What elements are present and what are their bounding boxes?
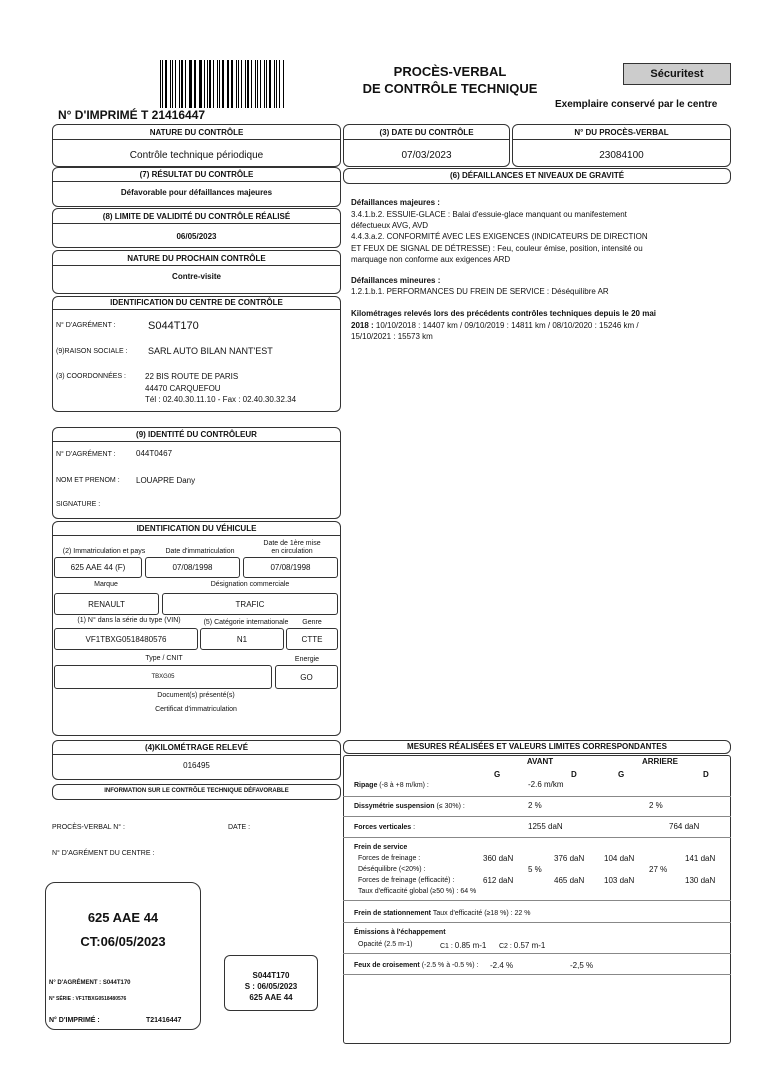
global-efficiency: Taux d'efficacité global (≥50 %) : 64 % — [358, 888, 477, 895]
previous-mileage-title: Kilométrages relevés lors des précédents contrôles techniques depuis le 20 mai — [351, 309, 657, 318]
forces-v-row — [354, 824, 415, 831]
first-circ-label — [244, 540, 340, 556]
rear-heading: ARRIERE — [641, 757, 678, 766]
stamp-line1: S044T170 — [252, 971, 290, 980]
centre-phone: Tél : 02.40.30.11.10 - Fax : 02.40.30.32.34 — [145, 395, 297, 404]
sticker-agrement: N° D'AGRÉMENT : S044T170 — [49, 980, 131, 986]
centre-agrement-value: S044T170 — [148, 320, 199, 332]
first-circ-value: 07/08/1998 — [243, 557, 338, 578]
first-circ-label-line1: Date de 1ère mise — [263, 540, 321, 547]
stamp-line3: 625 AAE 44 — [249, 993, 293, 1002]
imbalance-front: 5 % — [528, 865, 542, 874]
vin-label: (1) N° dans la série du type (VIN) — [77, 617, 181, 624]
opacity-c2 — [499, 941, 545, 950]
braking-eff-rear-left: 103 daN — [604, 876, 635, 885]
immat-label: (2) Immatriculation et pays — [62, 548, 146, 555]
energy-label: Energie — [294, 656, 320, 663]
unfavorable-agrement-label: N° D'AGRÉMENT DU CENTRE : — [52, 850, 155, 857]
imbalance-label: Déséquilibre (<20%) : — [358, 866, 426, 873]
energy-value: GO — [275, 665, 338, 689]
major-defect-line: 4.4.3.a.2. CONFORMITÉ AVEC LES EXIGENCES (INDICATEURS DE DIRECTION — [351, 232, 648, 242]
make-value: RENAULT — [54, 593, 159, 615]
make-label: Marque — [94, 581, 118, 588]
dissym-label: Dissymétrie suspension — [354, 803, 435, 810]
centre-raison-label: (9)RAISON SOCIALE : — [56, 348, 128, 355]
result-value: Défavorable pour défaillances majeures — [120, 188, 273, 197]
low-beam-limit: (-2.5 % à -0.5 %) : — [419, 962, 479, 969]
dissym-row — [354, 803, 465, 810]
dissym-front: 2 % — [528, 801, 542, 810]
docs-value: Certificat d'immatriculation — [155, 706, 237, 713]
previous-mileage-line1 — [351, 321, 639, 330]
nature-control-value: Contrôle technique périodique — [129, 150, 264, 161]
dissym-limit: (≤ 30%) : — [434, 803, 465, 810]
parking-brake-row — [354, 910, 531, 917]
category-label: (5) Catégorie internationale — [203, 619, 289, 626]
sticker-plate: 625 AAE 44 — [87, 910, 159, 925]
forces-v-rear: 764 daN — [669, 822, 700, 831]
nature-control-label: NATURE DU CONTRÔLE — [149, 128, 244, 137]
document-title-line2: DE CONTRÔLE TECHNIQUE — [362, 81, 538, 96]
ripage-value: -2.6 m/km — [528, 780, 564, 789]
mileage-value: 016495 — [183, 761, 210, 770]
parking-brake-label: Frein de stationnement — [354, 910, 432, 917]
stamp-text — [224, 970, 318, 1003]
control-date-label: (3) DATE DU CONTRÔLE — [379, 128, 474, 137]
controller-agrement-label: N° D'AGRÉMENT : — [56, 451, 116, 458]
type-value: TBXG05 — [54, 665, 272, 689]
commercial-value: TRAFIC — [162, 593, 338, 615]
next-control-label: NATURE DU PROCHAIN CONTRÔLE — [127, 254, 266, 263]
front-heading: AVANT — [526, 757, 554, 766]
dissym-rear: 2 % — [649, 801, 663, 810]
pv-number-value: 23084100 — [599, 150, 644, 161]
controller-name-label: NOM ET PRENOM : — [56, 477, 120, 484]
emissions-label: Émissions à l'échappement — [354, 929, 446, 936]
validity-value: 06/05/2023 — [176, 232, 217, 241]
centre-raison-value: SARL AUTO BILAN NANT'EST — [148, 346, 273, 356]
previous-mileage-values: 10/10/2018 : 14407 km / 09/10/2019 : 14811 km / 08/10/2020 : 15246 km / — [373, 321, 639, 330]
braking-forces-label: Forces de freinage : — [358, 855, 421, 862]
immat-value: 625 AAE 44 (F) — [54, 557, 142, 578]
rear-right-heading: D — [703, 770, 709, 779]
pv-number-label: N° DU PROCÈS-VERBAL — [574, 128, 669, 137]
front-right-heading: D — [571, 770, 577, 779]
sticker-serie: N° SÉRIE : VF1TBXG0518480576 — [49, 996, 127, 1002]
docs-label: Document(s) présenté(s) — [157, 692, 235, 699]
major-defects-title: Défaillances majeures : — [351, 198, 440, 207]
centre-coord-label: (3) COORDONNÉES : — [56, 373, 127, 380]
rear-left-heading: G — [618, 770, 625, 779]
braking-front-left: 360 daN — [483, 854, 514, 863]
opacity-c1-label: C1 : — [440, 943, 453, 950]
document-title-line1: PROCÈS-VERBAL — [393, 64, 507, 79]
centre-address — [145, 371, 296, 406]
controller-agrement-value: 044T0467 — [136, 449, 173, 458]
unfavorable-pv-label: PROCÈS-VERBAL N° : — [52, 824, 125, 831]
vehicle-label: IDENTIFICATION DU VÉHICULE — [136, 524, 257, 533]
measures-label: MESURES RÉALISÉES ET VALEURS LIMITES CORRESPONDANTES — [407, 742, 667, 751]
braking-eff-front-left: 612 daN — [483, 876, 514, 885]
opacity-c2-value: 0.57 m-1 — [513, 941, 546, 950]
type-label: Type / CNIT — [145, 655, 183, 662]
category-value: N1 — [200, 628, 284, 650]
ripage-row — [354, 782, 429, 789]
unfavorable-date-label: DATE : — [228, 824, 251, 831]
major-defect-line: 3.4.1.b.2. ESSUIE-GLACE : Balai d'essuie-glace manquant ou manifestement — [351, 210, 627, 219]
braking-rear-left: 104 daN — [604, 854, 635, 863]
forces-v-colon: : — [411, 824, 416, 831]
first-circ-label-line2: en circulation — [271, 548, 313, 555]
controller-signature-label: SIGNATURE : — [56, 501, 101, 508]
opacity-c1 — [440, 941, 486, 950]
validity-label: (8) LIMITE DE VALIDITÉ DU CONTRÔLE RÉALISÉ — [102, 212, 291, 221]
ripage-label: Ripage — [354, 782, 378, 789]
vin-value: VF1TBXG0518480576 — [54, 628, 198, 650]
low-beam-label: Feux de croisement — [354, 962, 420, 969]
genre-value: CTTE — [286, 628, 338, 650]
front-left-heading: G — [494, 770, 501, 779]
centre-label: IDENTIFICATION DU CENTRE DE CONTRÔLE — [110, 298, 283, 307]
major-defects-list — [351, 209, 731, 265]
controller-name-value: LOUAPRE Dany — [136, 476, 196, 485]
minor-defect-line: 1.2.1.b.1. PERFORMANCES DU FREIN DE SERVICE : Déséquilibre AR — [351, 287, 609, 296]
low-beam-left: -2.4 % — [490, 961, 514, 970]
centre-address-line2: 44470 CARQUEFOU — [145, 383, 221, 393]
parking-brake-value: Taux d'efficacité (≥18 %) : 22 % — [431, 910, 531, 917]
sticker-ct-date: CT:06/05/2023 — [80, 934, 166, 949]
low-beam-right: -2,5 % — [570, 961, 594, 970]
result-label: (7) RÉSULTAT DU CONTRÔLE — [139, 170, 254, 179]
braking-eff-label: Forces de freinage (efficacité) : — [358, 877, 455, 884]
sticker-imprime-label: N° D'IMPRIMÉ : — [49, 1017, 100, 1024]
minor-defects-title: Défaillances mineures : — [351, 276, 441, 285]
genre-label: Genre — [302, 619, 322, 626]
opacity-label: Opacité (2.5 m-1) — [358, 941, 413, 948]
sticker-box — [45, 882, 201, 1030]
low-beam-row — [354, 962, 479, 969]
controller-label: (9) IDENTITÉ DU CONTRÔLEUR — [136, 430, 257, 439]
date-immat-label: Date d'immatriculation — [165, 548, 235, 555]
date-immat-value: 07/08/1998 — [145, 557, 240, 578]
major-defect-line: défectueux AVG, AVD — [351, 221, 429, 231]
major-defect-line: marquage non conforme aux exigences ARD — [351, 254, 511, 264]
previous-mileage-line2: 15/10/2021 : 15573 km — [351, 332, 433, 341]
unfavorable-info-label: INFORMATION SUR LE CONTRÔLE TECHNIQUE DÉFAVORABLE — [104, 788, 289, 794]
opacity-c2-label: C2 : — [499, 943, 512, 950]
forces-v-label: Forces verticales — [354, 824, 412, 831]
sticker-imprime-value: T21416447 — [146, 1017, 182, 1024]
defects-label: (6) DÉFAILLANCES ET NIVEAUX DE GRAVITÉ — [449, 171, 625, 180]
imbalance-rear: 27 % — [649, 865, 668, 874]
barcode — [160, 60, 285, 108]
braking-eff-front-right: 465 daN — [554, 876, 585, 885]
network-badge: Sécuritest — [623, 63, 731, 85]
forces-v-front: 1255 daN — [528, 822, 563, 831]
braking-eff-rear-right: 130 daN — [685, 876, 716, 885]
next-control-value: Contre-visite — [172, 272, 221, 281]
braking-rear-right: 141 daN — [685, 854, 716, 863]
ripage-limit: (-8 à +8 m/km) : — [377, 782, 429, 789]
control-date-value: 07/03/2023 — [401, 150, 452, 161]
centre-agrement-label: N° D'AGRÉMENT : — [56, 322, 116, 329]
commercial-label: Désignation commerciale — [210, 581, 290, 588]
stamp-line2: S : 06/05/2023 — [244, 982, 298, 991]
copy-note: Exemplaire conservé par le centre — [555, 99, 718, 110]
service-brake-label: Frein de service — [354, 844, 408, 851]
major-defect-line: ET FEUX DE SIGNAL DE DÉTRESSE) : Feu, couleur émise, position, intensité ou — [351, 243, 643, 253]
braking-front-right: 376 daN — [554, 854, 585, 863]
previous-mileage-year: 2018 : — [351, 321, 374, 330]
opacity-c1-value: 0.85 m-1 — [454, 941, 487, 950]
mileage-label: (4)KILOMÉTRAGE RELEVÉ — [144, 743, 249, 752]
print-number: N° D'IMPRIMÉ T 21416447 — [58, 108, 206, 122]
centre-address-line1: 22 BIS ROUTE DE PARIS — [145, 372, 239, 381]
